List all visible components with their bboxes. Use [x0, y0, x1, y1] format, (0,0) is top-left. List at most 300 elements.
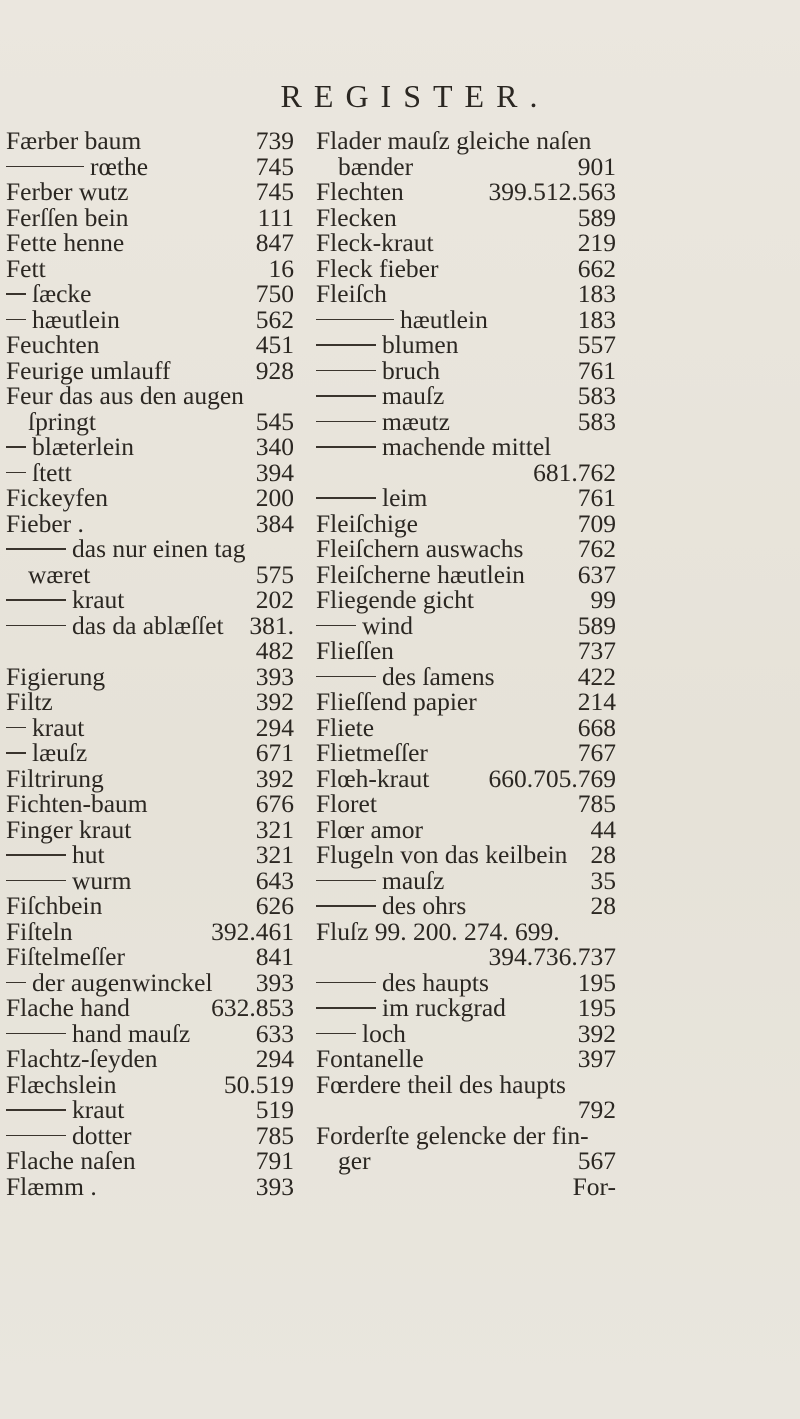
entry-page-ref: 660.705.769 — [488, 763, 616, 793]
repeat-dash — [6, 319, 26, 320]
entry-term — [6, 230, 124, 256]
left-entry — [6, 304, 294, 334]
left-entry — [6, 559, 294, 589]
entry-term — [28, 559, 91, 589]
right-entry — [316, 230, 616, 256]
entry-text: Flœh-kraut — [316, 763, 430, 793]
left-entry — [6, 151, 294, 181]
entry-term — [6, 179, 129, 205]
entry-text: Fiſchbein — [6, 891, 103, 920]
right-entry — [316, 967, 616, 997]
entry-page-ref: 785 — [255, 1120, 294, 1150]
right-entry — [316, 508, 616, 538]
entry-term — [316, 536, 523, 562]
entry-text: hand mauſz — [72, 1018, 191, 1048]
entry-page-ref: 393 — [255, 1171, 294, 1201]
right-entry — [316, 485, 616, 511]
entry-text: Fickeyfen — [6, 483, 108, 512]
entry-page-ref: 575 — [255, 559, 294, 589]
entry-text: mæutz — [382, 406, 450, 436]
right-entry — [316, 128, 616, 154]
entry-term — [316, 791, 377, 817]
entry-page-ref: 841 — [255, 942, 294, 971]
right-entry — [316, 253, 616, 283]
entry-term — [6, 128, 141, 154]
entry-text: wæret — [28, 559, 91, 589]
entry-text: Fiſtelmeſſer — [6, 942, 125, 971]
left-entry — [6, 944, 294, 970]
entry-page-ref: 637 — [577, 559, 616, 589]
repeat-dash — [6, 548, 66, 549]
right-entry — [316, 406, 616, 436]
index-column-left — [6, 128, 294, 1199]
left-entry — [6, 842, 294, 868]
repeat-dash — [6, 293, 26, 294]
left-entry — [6, 508, 294, 538]
entry-term — [6, 1148, 136, 1174]
left-entry — [6, 1097, 294, 1123]
entry-term — [6, 281, 91, 307]
entry-term — [316, 253, 439, 283]
entry-text: ſpringt — [28, 406, 96, 436]
entry-term — [6, 712, 85, 742]
entry-text: Flecken — [316, 202, 397, 232]
right-entry — [316, 179, 616, 205]
entry-text: Flæmm . — [6, 1171, 97, 1201]
right-entry — [316, 689, 616, 715]
left-entry — [6, 661, 294, 691]
entry-page-ref: 632.853 — [211, 993, 294, 1022]
entry-text: Floret — [316, 789, 377, 818]
repeat-dash — [316, 395, 376, 396]
entry-term — [316, 179, 404, 205]
entry-page-ref: 340 — [255, 432, 294, 461]
entry-term — [6, 253, 46, 283]
repeat-dash — [316, 625, 356, 626]
entry-text: Fontanelle — [316, 1044, 424, 1073]
entry-term — [6, 967, 213, 997]
entry-term — [6, 304, 120, 334]
entry-page-ref: 791 — [255, 1146, 294, 1175]
right-entry — [316, 791, 616, 817]
entry-text: Fliete — [316, 712, 375, 742]
entry-page-ref: 393 — [255, 661, 294, 691]
entry-page-ref: 643 — [255, 865, 294, 895]
repeat-dash — [6, 727, 26, 728]
entry-term — [316, 661, 495, 691]
entry-page-ref: 709 — [577, 508, 616, 538]
entry-page-ref: 626 — [255, 891, 294, 920]
left-entry — [6, 865, 294, 895]
entry-text: Flietmeſſer — [316, 738, 428, 767]
entry-term — [28, 406, 96, 436]
entry-page-ref: 392.461 — [211, 916, 294, 946]
entry-term — [316, 406, 450, 436]
entry-page-ref: 668 — [577, 712, 616, 742]
left-entry — [6, 281, 294, 307]
entry-page-ref: 545 — [255, 406, 294, 436]
entry-text: Flader mauſz gleiche naſen — [316, 126, 592, 155]
left-entry — [6, 179, 294, 205]
entry-page-ref: 195 — [577, 967, 616, 997]
left-entry — [6, 1069, 294, 1099]
right-entry — [316, 383, 616, 409]
repeat-dash — [6, 446, 26, 447]
entry-term — [6, 689, 53, 715]
entry-page-ref: 393 — [255, 967, 294, 997]
right-entry — [316, 1120, 616, 1150]
repeat-dash — [6, 880, 66, 881]
entry-term — [6, 508, 84, 538]
entry-text: das da ablæſſet — [72, 610, 224, 640]
entry-text: machende mittel — [382, 432, 552, 461]
entry-text: kraut — [32, 712, 85, 742]
entry-page-ref: 785 — [577, 789, 616, 818]
entry-text: loch — [362, 1018, 406, 1048]
entry-page-ref: 761 — [577, 483, 616, 512]
entry-page-ref: 482 — [255, 636, 294, 665]
entry-page-ref: 44 — [590, 814, 616, 844]
right-entry — [316, 893, 616, 919]
entry-page-ref: 381. — [249, 610, 294, 640]
entry-term — [6, 1097, 124, 1123]
repeat-dash — [6, 166, 84, 167]
index-column-right — [316, 128, 616, 1199]
entry-text: Fieber . — [6, 508, 84, 538]
entry-term — [6, 485, 108, 511]
right-entry — [316, 1018, 616, 1048]
entry-page-ref: 451 — [255, 330, 294, 359]
entry-text: dotter — [72, 1120, 132, 1150]
entry-text: ger — [338, 1146, 371, 1175]
entry-term — [316, 814, 423, 844]
entry-term — [316, 689, 477, 715]
entry-page-ref: 35 — [590, 865, 616, 895]
entry-text: Færber baum — [6, 126, 142, 155]
entry-page-ref: 394.736.737 — [488, 942, 616, 971]
repeat-dash — [6, 854, 66, 855]
entry-term — [316, 740, 428, 766]
entry-page-ref: 294 — [255, 712, 294, 742]
entry-page-ref: 99 — [590, 585, 616, 614]
entry-text: Feurige umlauff — [6, 355, 171, 385]
entry-term — [316, 995, 506, 1021]
entry-term — [316, 893, 466, 919]
entry-page-ref: 901 — [577, 151, 616, 181]
right-entry — [316, 740, 616, 766]
right-entry — [316, 763, 616, 793]
entry-text: Forderſte gelencke der fin- — [316, 1120, 589, 1150]
catchword-row — [316, 1171, 616, 1201]
right-entry — [316, 434, 616, 460]
repeat-dash — [316, 1007, 376, 1008]
right-entry — [316, 1097, 616, 1123]
entry-term — [6, 865, 132, 895]
entry-term — [316, 355, 441, 385]
entry-text: Fleck fieber — [316, 253, 439, 283]
entry-term — [6, 893, 102, 919]
right-entry — [316, 202, 616, 232]
entry-term — [6, 332, 99, 358]
repeat-dash — [6, 625, 66, 626]
entry-page-ref: 321 — [255, 814, 294, 844]
right-entry — [316, 638, 616, 664]
right-entry — [316, 355, 616, 385]
right-entry — [316, 814, 616, 844]
entry-text: Flechten — [316, 177, 404, 206]
repeat-dash — [316, 676, 376, 677]
entry-text: blumen — [382, 330, 459, 359]
repeat-dash — [316, 421, 376, 422]
entry-text: Finger kraut — [6, 814, 132, 844]
entry-text: kraut — [72, 585, 125, 614]
right-entry — [316, 610, 616, 640]
entry-term — [6, 740, 87, 766]
entry-text: Fleiſchern auswachs — [316, 534, 524, 563]
entry-term — [6, 610, 224, 640]
repeat-dash — [6, 752, 26, 753]
entry-term — [316, 842, 567, 868]
entry-term — [6, 536, 245, 562]
right-entry — [316, 1046, 616, 1072]
entry-text: Fluſz 99. 200. 274. 699. — [316, 916, 560, 946]
entry-term — [316, 763, 430, 793]
entry-text: læuſz — [32, 738, 88, 767]
right-entry — [316, 304, 616, 334]
repeat-dash — [316, 497, 376, 498]
entry-text: Flæchslein — [6, 1069, 117, 1099]
entry-page-ref: 671 — [255, 738, 294, 767]
entry-term — [6, 814, 132, 844]
entry-page-ref: 399.512.563 — [488, 177, 616, 206]
entry-term — [316, 508, 418, 538]
left-entry — [6, 536, 294, 562]
entry-text: Fiſteln — [6, 916, 73, 946]
entry-page-ref: 762 — [577, 534, 616, 563]
left-entry — [6, 587, 294, 613]
entry-page-ref: 195 — [577, 993, 616, 1022]
left-entry — [6, 457, 294, 487]
entry-page-ref: 219 — [577, 228, 616, 257]
entry-term — [6, 202, 129, 232]
entry-text: ſæcke — [32, 279, 92, 308]
entry-text: des ohrs — [382, 891, 467, 920]
entry-term — [316, 1018, 406, 1048]
entry-page-ref: 589 — [577, 202, 616, 232]
left-entry — [6, 814, 294, 844]
entry-page-ref: 50.519 — [223, 1069, 294, 1099]
entry-page-ref: 294 — [255, 1044, 294, 1073]
entry-term — [316, 128, 591, 154]
left-entry — [6, 230, 294, 256]
entry-term — [316, 712, 375, 742]
entry-text: hæutlein — [400, 304, 488, 334]
entry-text: das nur einen tag — [72, 534, 246, 563]
entry-text: hut — [72, 840, 105, 869]
entry-term — [316, 202, 397, 232]
entry-page-ref: 739 — [255, 126, 294, 155]
entry-text: des haupts — [382, 967, 489, 997]
entry-term — [316, 1120, 589, 1150]
left-entry — [6, 332, 294, 358]
entry-page-ref: 589 — [577, 610, 616, 640]
entry-page-ref: 214 — [577, 687, 616, 716]
entry-text: Fleiſch — [316, 279, 387, 308]
entry-page-ref: 767 — [577, 738, 616, 767]
entry-term — [6, 944, 125, 970]
entry-page-ref: 681.762 — [533, 457, 616, 487]
entry-text: Ferſſen bein — [6, 202, 129, 232]
entry-text: Feur das aus den augen — [6, 381, 244, 410]
entry-page-ref: 662 — [577, 253, 616, 283]
left-entry — [6, 791, 294, 817]
left-entry — [6, 202, 294, 232]
entry-page-ref: 567 — [577, 1146, 616, 1175]
entry-text: Feuchten — [6, 330, 100, 359]
repeat-dash — [316, 344, 376, 345]
entry-page-ref: 562 — [255, 304, 294, 334]
entry-text: Filtrirung — [6, 763, 104, 793]
entry-text: Fliegende gicht — [316, 585, 474, 614]
entry-term — [6, 457, 72, 487]
entry-page-ref: 392 — [255, 687, 294, 716]
entry-text: leim — [382, 483, 428, 512]
entry-term — [316, 559, 525, 589]
repeat-dash — [6, 982, 26, 983]
entry-term — [6, 1171, 97, 1201]
entry-page-ref: 183 — [577, 304, 616, 334]
entry-page-ref: 394 — [255, 457, 294, 487]
entry-page-ref: 397 — [577, 1044, 616, 1073]
entry-term — [6, 791, 148, 817]
right-entry — [316, 1069, 616, 1099]
entry-text: hæutlein — [32, 304, 120, 334]
entry-text: Filtz — [6, 687, 53, 716]
left-entry — [6, 916, 294, 946]
right-entry — [316, 536, 616, 562]
entry-page-ref: 392 — [577, 1018, 616, 1048]
entry-term — [316, 587, 474, 613]
entry-page-ref: 928 — [255, 355, 294, 385]
entry-term — [6, 1069, 117, 1099]
entry-term — [316, 485, 427, 511]
right-entry — [316, 842, 616, 868]
entry-text: im ruckgrad — [382, 993, 506, 1022]
entry-page-ref: 16 — [268, 253, 294, 283]
entry-text: wurm — [72, 865, 132, 895]
left-entry — [6, 638, 294, 664]
right-entry — [316, 865, 616, 895]
repeat-dash — [316, 982, 376, 983]
entry-page-ref: 321 — [255, 840, 294, 869]
left-entry — [6, 1046, 294, 1072]
entry-term — [6, 1018, 191, 1048]
entry-page-ref: 384 — [255, 508, 294, 538]
entry-term — [316, 916, 560, 946]
right-entry — [316, 281, 616, 307]
entry-term — [316, 967, 489, 997]
entry-page-ref: 737 — [577, 636, 616, 665]
entry-page-ref: 583 — [577, 381, 616, 410]
entry-term — [6, 587, 124, 613]
entry-text: Flachtz-ſeyden — [6, 1044, 158, 1073]
right-entry — [316, 995, 616, 1021]
entry-page-ref: 676 — [255, 789, 294, 818]
entry-text: mauſz — [382, 865, 445, 895]
entry-page-ref: 745 — [255, 151, 294, 181]
repeat-dash — [316, 905, 376, 906]
left-entry — [6, 1148, 294, 1174]
left-entry — [6, 1120, 294, 1150]
entry-text: Fette henne — [6, 228, 125, 257]
entry-term — [316, 1046, 424, 1072]
entry-page-ref: 745 — [255, 177, 294, 206]
entry-term — [316, 281, 387, 307]
entry-page-ref: 392 — [255, 763, 294, 793]
entry-text: kraut — [72, 1095, 125, 1124]
entry-text: wind — [362, 610, 413, 640]
entry-page-ref: 557 — [577, 330, 616, 359]
left-entry — [6, 128, 294, 154]
right-entry — [316, 151, 616, 181]
entry-page-ref: 28 — [590, 891, 616, 920]
left-entry — [6, 689, 294, 715]
entry-page-ref: 422 — [577, 661, 616, 691]
repeat-dash — [316, 319, 394, 320]
entry-text: Flache hand — [6, 993, 130, 1022]
entry-term — [316, 610, 413, 640]
entry-text: Flieſſend papier — [316, 687, 477, 716]
entry-text: bruch — [382, 355, 441, 385]
entry-page-ref: 28 — [590, 840, 616, 869]
entry-term — [6, 355, 171, 385]
left-entry — [6, 253, 294, 283]
right-entry — [316, 332, 616, 358]
entry-text: Fett — [6, 253, 46, 283]
repeat-dash — [316, 1033, 356, 1034]
entry-term — [316, 1069, 566, 1099]
entry-page-ref: 200 — [255, 483, 294, 512]
entry-text: Figierung — [6, 661, 106, 691]
entry-text: der augenwinckel — [32, 967, 213, 997]
right-entry — [316, 916, 616, 946]
right-entry — [316, 1148, 616, 1174]
right-entry — [316, 587, 616, 613]
entry-page-ref: 633 — [255, 1018, 294, 1048]
left-entry — [6, 763, 294, 793]
entry-term — [338, 1148, 371, 1174]
entry-page-ref: 847 — [255, 228, 294, 257]
repeat-dash — [6, 1135, 66, 1136]
left-entry — [6, 1018, 294, 1048]
entry-text: Fichten-baum — [6, 789, 148, 818]
entry-text: Flugeln von das keilbein — [316, 840, 568, 869]
entry-term — [316, 638, 394, 664]
entry-term — [316, 230, 434, 256]
right-entry — [316, 661, 616, 691]
right-entry — [316, 457, 616, 487]
left-entry — [6, 434, 294, 460]
page-title: REGISTER. — [280, 78, 550, 114]
repeat-dash — [6, 1033, 66, 1034]
entry-term — [316, 332, 459, 358]
entry-text: mauſz — [382, 381, 445, 410]
entry-term — [338, 151, 414, 181]
entry-text: Flœr amor — [316, 814, 423, 844]
entry-page-ref: 750 — [255, 279, 294, 308]
entry-term — [6, 842, 105, 868]
right-entry — [316, 559, 616, 589]
